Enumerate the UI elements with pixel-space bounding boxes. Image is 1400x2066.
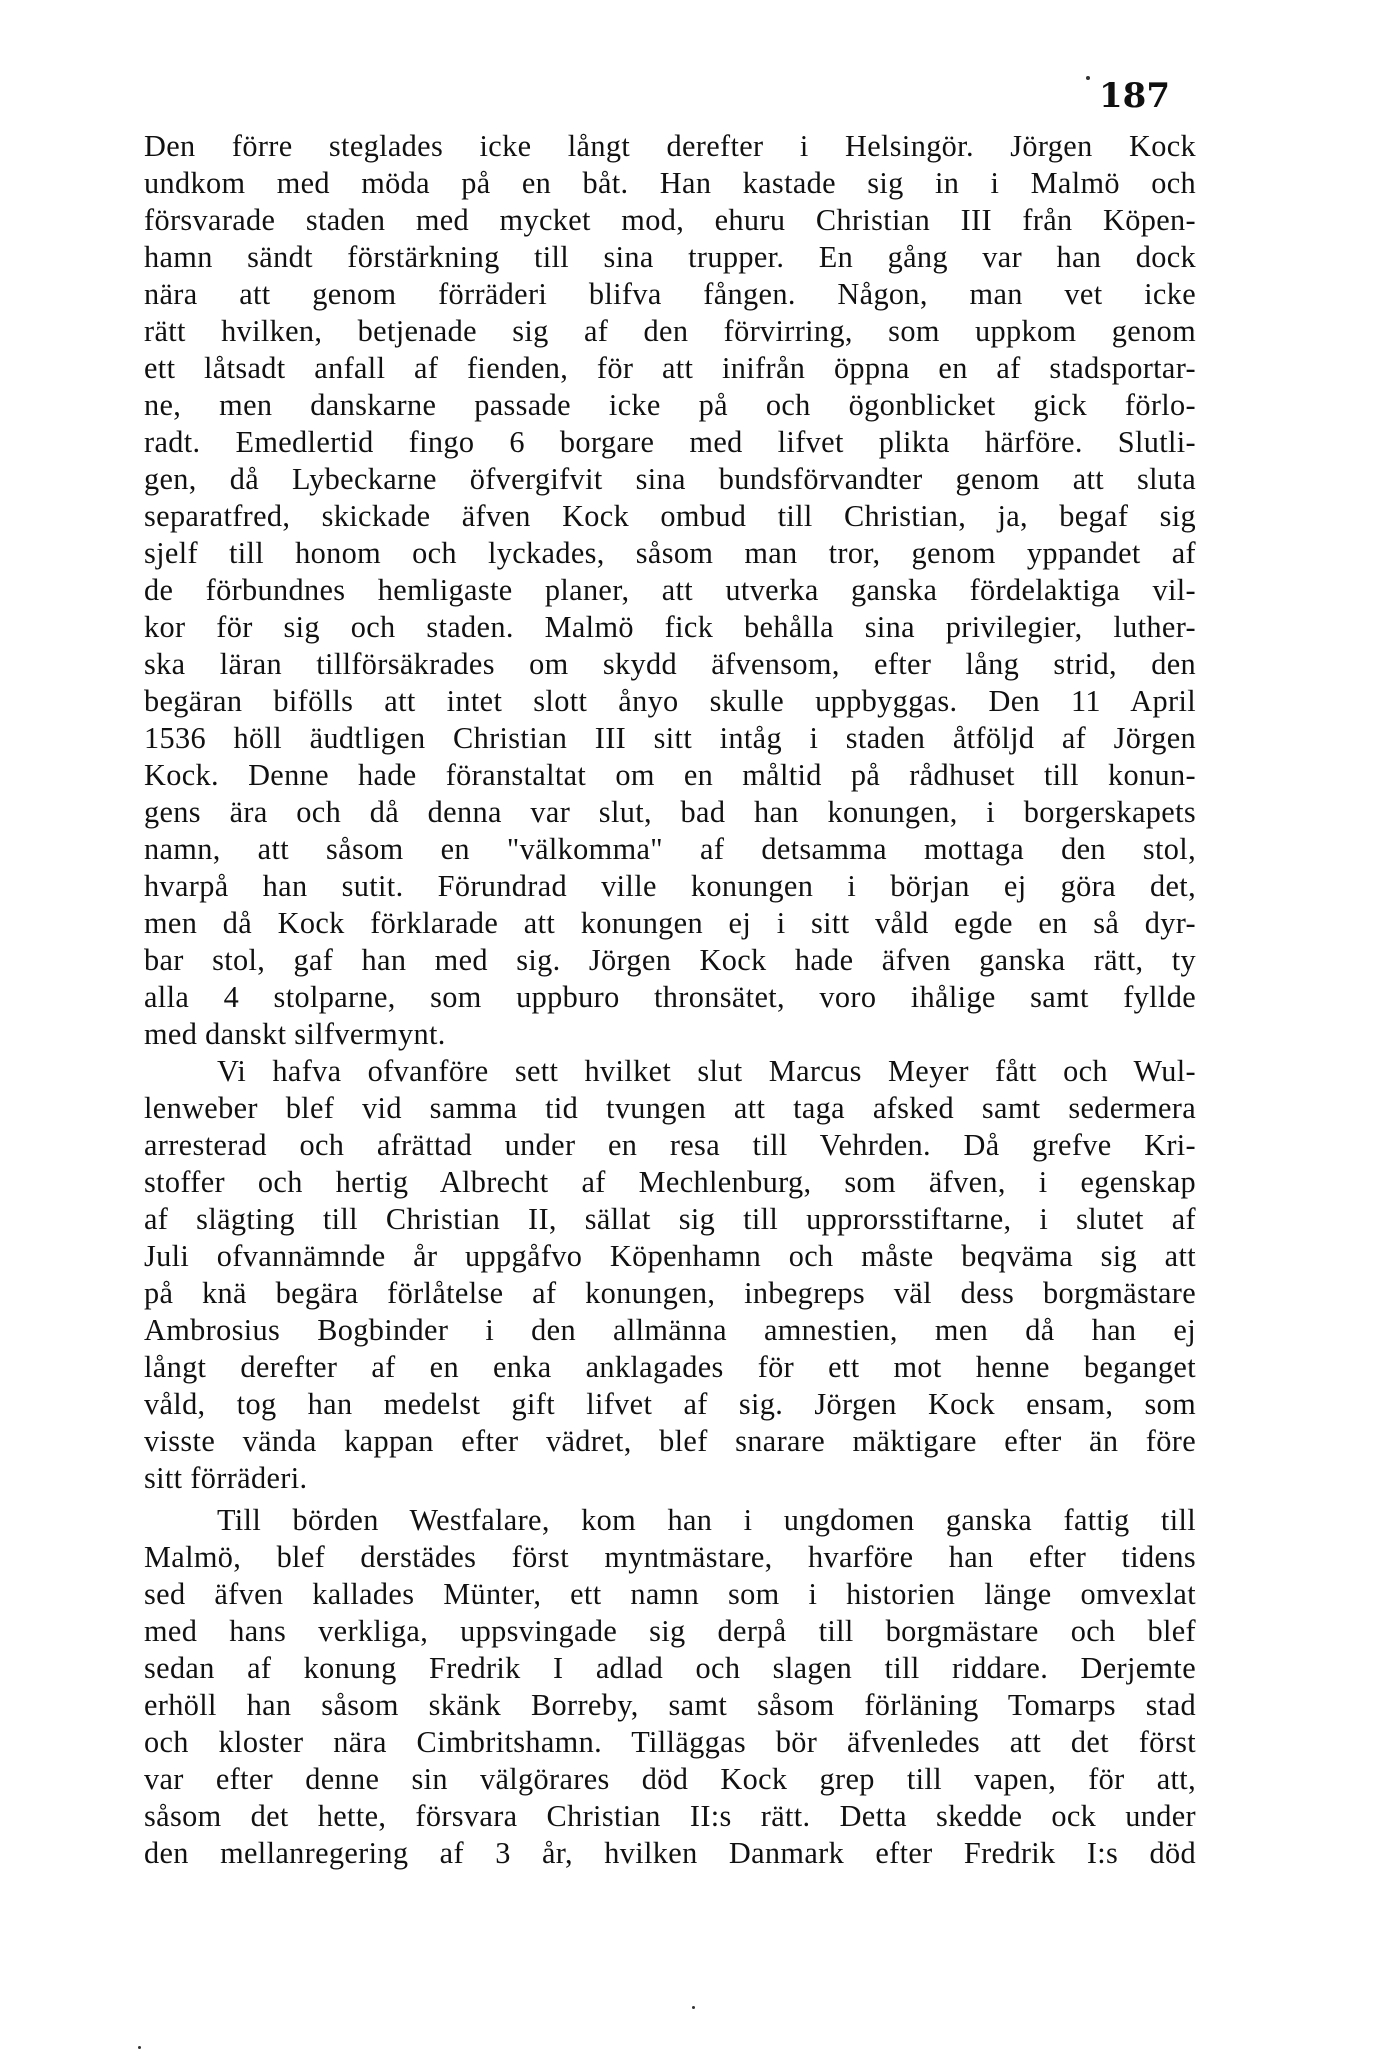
paragraph-3 <box>144 1502 1196 1872</box>
text-line: var efter denne sin välgörares död Kock grep till vapen, för att, <box>144 1762 1196 1796</box>
text-line: våld, tog han medelst gift lifvet af sig. Jörgen Kock ensam, som <box>144 1387 1196 1421</box>
body-text <box>144 128 1196 1872</box>
print-speck <box>1086 76 1090 80</box>
text-line: sed äfven kallades Münter, ett namn som i historien länge omvexlat <box>144 1577 1196 1611</box>
text-line: alla 4 stolparne, som uppburo thronsätet, voro ihålige samt fyllde <box>144 980 1196 1014</box>
text-line: med hans verkliga, uppsvingade sig derpå till borgmästare och blef <box>144 1614 1196 1648</box>
text-line: Den förre steglades icke långt derefter i Helsingör. Jörgen Kock <box>144 129 1196 163</box>
text-line: sjelf till honom och lyckades, såsom man tror, genom yppandet af <box>144 536 1196 570</box>
text-line: Till börden Westfalare, kom han i ungdomen ganska fattig till <box>217 1503 1196 1537</box>
text-line: de förbundnes hemligaste planer, att utverka ganska fördelaktiga vil- <box>144 573 1196 607</box>
page-number: 187 <box>1099 76 1170 116</box>
text-line: den mellanregering af 3 år, hvilken Danmark efter Fredrik I:s död <box>144 1836 1196 1870</box>
text-line: Vi hafva ofvanföre sett hvilket slut Marcus Meyer fått och Wul- <box>217 1054 1196 1088</box>
print-speck <box>138 2046 141 2049</box>
text-line: af slägting till Christian II, sällat sig till upprorsstiftarne, i slutet af <box>144 1202 1196 1236</box>
text-line: hamn sändt förstärkning till sina trupper. En gång var han dock <box>144 240 1196 274</box>
text-line: Kock. Denne hade föranstaltat om en måltid på rådhuset till konun- <box>144 758 1196 792</box>
text-line: långt derefter af en enka anklagades för ett mot henne beganget <box>144 1350 1196 1384</box>
text-line: ska läran tillförsäkrades om skydd äfvensom, efter lång strid, den <box>144 647 1196 681</box>
text-line: erhöll han såsom skänk Borreby, samt såsom förläning Tomarps stad <box>144 1688 1196 1722</box>
text-line: bar stol, gaf han med sig. Jörgen Kock hade äfven ganska rätt, ty <box>144 943 1196 977</box>
text-line: nära att genom förräderi blifva fången. Någon, man vet icke <box>144 277 1196 311</box>
text-line: ne, men danskarne passade icke på och ögonblicket gick förlo- <box>144 388 1196 422</box>
text-line: kor för sig och staden. Malmö fick behålla sina privilegier, luther- <box>144 610 1196 644</box>
text-line: såsom det hette, försvara Christian II:s rätt. Detta skedde ock under <box>144 1799 1196 1833</box>
text-line: radt. Emedlertid fingo 6 borgare med lifvet plikta härföre. Slutli- <box>144 425 1196 459</box>
text-line: med danskt silfvermynt. <box>144 1017 446 1051</box>
text-line: sitt förräderi. <box>144 1461 308 1495</box>
text-line: Juli ofvannämnde år uppgåfvo Köpenhamn och måste beqväma sig att <box>144 1239 1196 1273</box>
text-line: visste vända kappan efter vädret, blef snarare mäktigare efter än före <box>144 1424 1196 1458</box>
text-line: separatfred, skickade äfven Kock ombud till Christian, ja, begaf sig <box>144 499 1196 533</box>
text-line: gens ära och då denna var slut, bad han konungen, i borgerskapets <box>144 795 1196 829</box>
text-line: begäran bifölls att intet slott ånyo skulle uppbyggas. Den 11 April <box>144 684 1196 718</box>
text-line: sedan af konung Fredrik I adlad och slagen till riddare. Derjemte <box>144 1651 1196 1685</box>
text-line: namn, att såsom en "välkomma" af detsamma mottaga den stol, <box>144 832 1196 866</box>
text-line: gen, då Lybeckarne öfvergifvit sina bundsförvandter genom att sluta <box>144 462 1196 496</box>
text-line: ett låtsadt anfall af fienden, för att inifrån öppna en af stadsportar- <box>144 351 1196 385</box>
text-line: Ambrosius Bogbinder i den allmänna amnestien, men då han ej <box>144 1313 1196 1347</box>
text-line: och kloster nära Cimbritshamn. Tilläggas bör äfvenledes att det först <box>144 1725 1196 1759</box>
text-line: på knä begära förlåtelse af konungen, inbegreps väl dess borgmästare <box>144 1276 1196 1310</box>
text-line: Malmö, blef derstädes först myntmästare, hvarföre han efter tidens <box>144 1540 1196 1574</box>
text-line: arresterad och afrättad under en resa till Vehrden. Då grefve Kri- <box>144 1128 1196 1162</box>
text-line: men då Kock förklarade att konungen ej i sitt våld egde en så dyr- <box>144 906 1196 940</box>
paragraph-1 <box>144 128 1196 1053</box>
text-line: försvarade staden med mycket mod, ehuru Christian III från Köpen- <box>144 203 1196 237</box>
text-line: rätt hvilken, betjenade sig af den förvirring, som uppkom genom <box>144 314 1196 348</box>
text-line: lenweber blef vid samma tid tvungen att taga afsked samt sedermera <box>144 1091 1196 1125</box>
text-line: stoffer och hertig Albrecht af Mechlenburg, som äfven, i egenskap <box>144 1165 1196 1199</box>
print-speck <box>692 2006 695 2009</box>
text-line: undkom med möda på en båt. Han kastade sig in i Malmö och <box>144 166 1196 200</box>
paragraph-2 <box>144 1053 1196 1497</box>
text-line: hvarpå han sutit. Förundrad ville konungen i början ej göra det, <box>144 869 1196 903</box>
text-line: 1536 höll äudtligen Christian III sitt intåg i staden åtföljd af Jörgen <box>144 721 1196 755</box>
